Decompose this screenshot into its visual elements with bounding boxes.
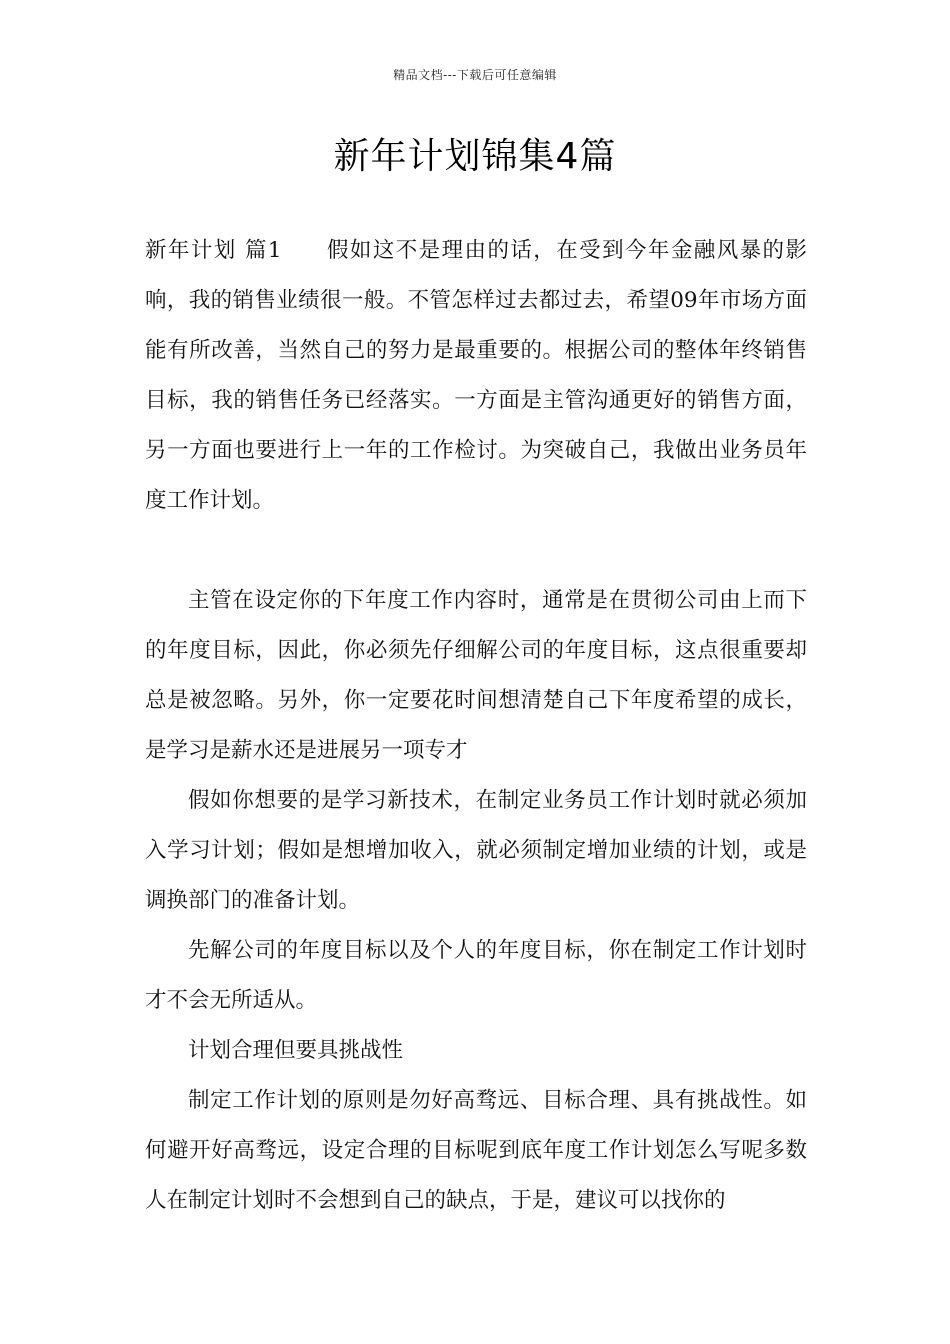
paragraph-6: 制定工作计划的原则是勿好高骛远、目标合理、具有挑战性。如何避开好高骛远，设定合理的目标呢到底年度工作计划怎么写呢多数人在制定计划时不会想到自己的缺点，于是，建议可以找你的 bbox=[145, 1088, 807, 1213]
paragraph-4: 先解公司的年度目标以及个人的年度目标，你在制定工作计划时才不会无所适从。 bbox=[145, 938, 807, 1013]
paragraph-5: 计划合理但要具挑战性 bbox=[188, 1038, 404, 1063]
paragraph-1 bbox=[145, 226, 807, 526]
paragraph-1-text: 假如这不是理由的话，在受到今年金融风暴的影响，我的销售业绩很一般。不管怎样过去都过去，希望09年市场方面能有所改善，当然自己的努力是最重要的。根据公司的整体年终销售目标，我的销售任务已经落实。一方面是主管沟通更好的销售方面，另一方面也要进行上一年的工作检讨。为突破自己，我做出业务员年度工作计划。 bbox=[145, 238, 807, 513]
header-note: 精品文档---下载后可任意编辑 bbox=[393, 68, 557, 82]
paragraph-3: 假如你想要的是学习新技术，在制定业务员工作计划时就必须加入学习计划；假如是想增加收入，就必须制定增加业绩的计划，或是调换部门的准备计划。 bbox=[145, 788, 807, 913]
document-title: 新年计划锦集4篇 bbox=[333, 136, 617, 177]
paragraph-2: 主管在设定你的下年度工作内容时，通常是在贯彻公司由上而下的年度目标，因此，你必须先仔细解公司的年度目标，这点很重要却总是被忽略。另外，你一定要花时间想清楚自己下年度希望的成长，是学习是薪水还是进展另一项专才 bbox=[145, 588, 807, 763]
second-section bbox=[145, 576, 807, 1226]
first-section bbox=[145, 226, 807, 526]
section-label: 新年计划 篇1 bbox=[145, 238, 282, 263]
